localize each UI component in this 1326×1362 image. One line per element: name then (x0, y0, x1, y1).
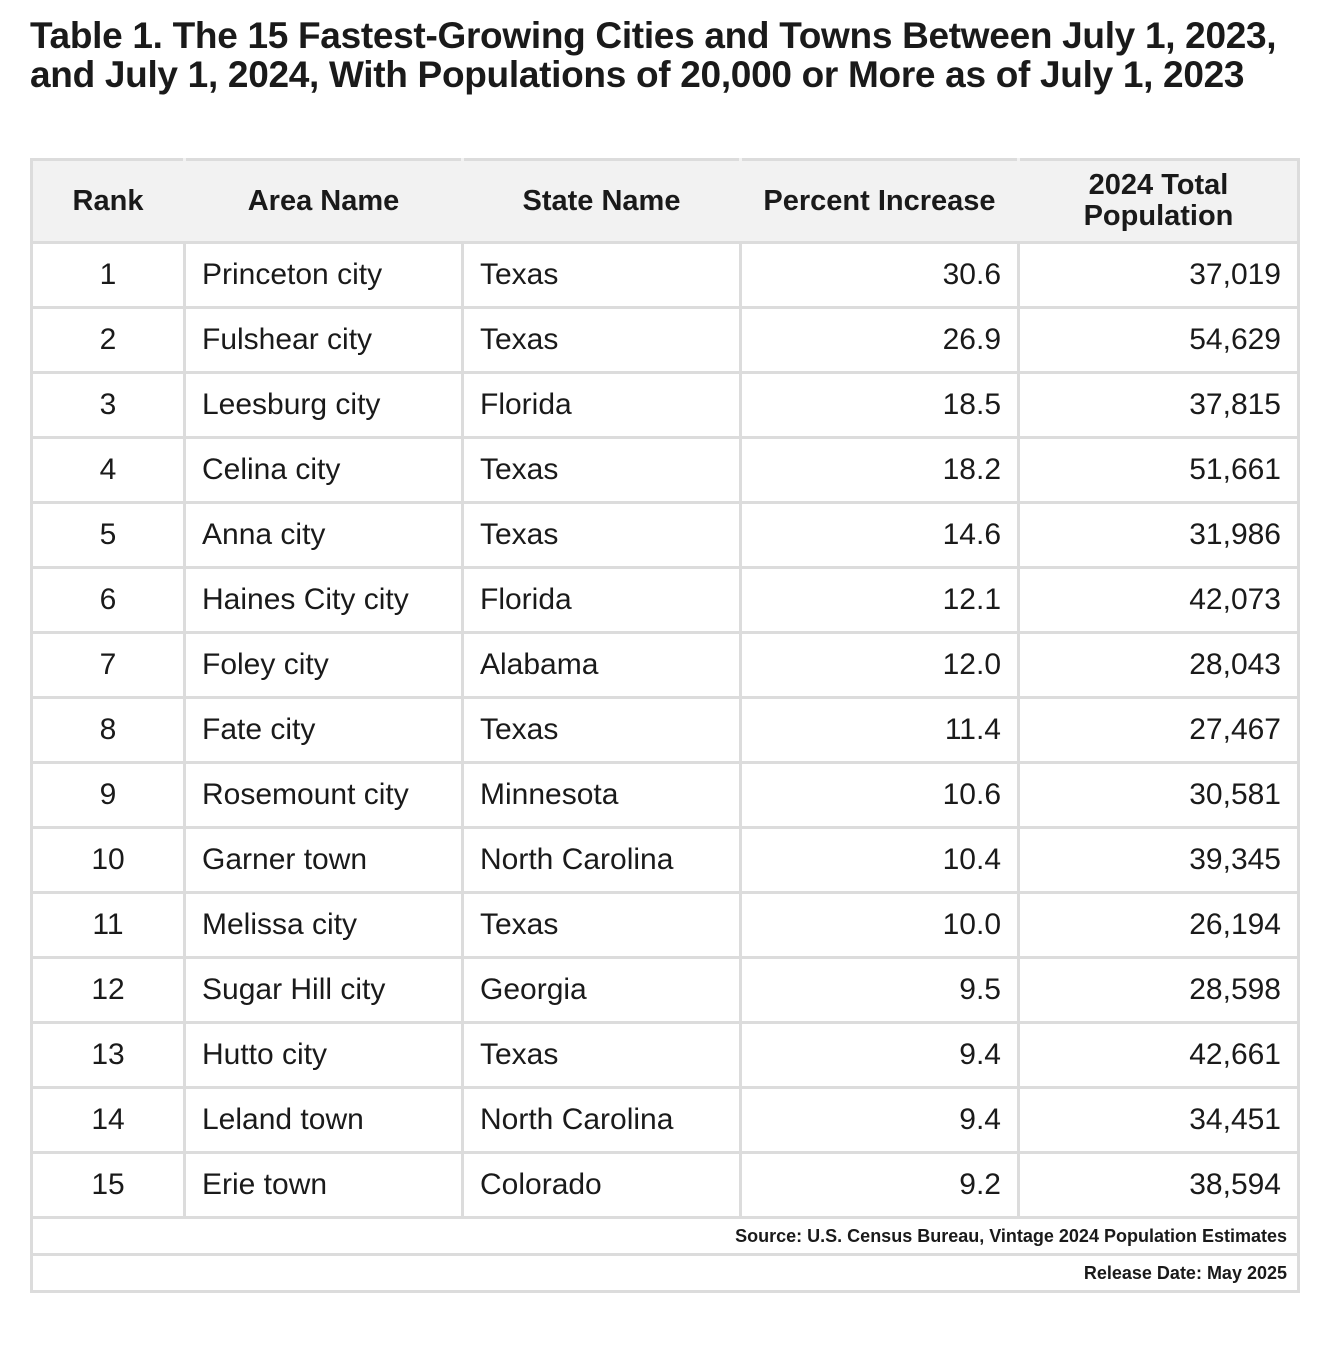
cell-state-name: Texas (463, 243, 741, 308)
cell-total-population: 28,043 (1019, 633, 1299, 698)
cell-state-name: Texas (463, 698, 741, 763)
cell-rank: 10 (32, 828, 185, 893)
column-header-percent-increase: Percent Increase (741, 160, 1019, 243)
cell-total-population: 54,629 (1019, 308, 1299, 373)
cell-area-name: Fate city (185, 698, 463, 763)
cell-percent-increase: 12.0 (741, 633, 1019, 698)
table-row (32, 828, 1299, 893)
column-header-total-population-line1: 2024 Total (1088, 169, 1229, 201)
column-header-total-population-line2: Population (1083, 200, 1234, 232)
table-row (32, 763, 1299, 828)
cell-area-name: Leesburg city (185, 373, 463, 438)
cell-total-population: 51,661 (1019, 438, 1299, 503)
table-title: Table 1. The 15 Fastest-Growing Cities and Towns Between July 1, 2023, and July 1, 2024, With Populations of 20,000 or More as of July 1, 2023 (30, 15, 1277, 95)
cell-rank: 5 (32, 503, 185, 568)
cell-state-name: North Carolina (463, 1088, 741, 1153)
table-row (32, 373, 1299, 438)
cell-percent-increase: 30.6 (741, 243, 1019, 308)
cell-state-name: North Carolina (463, 828, 741, 893)
table-row (32, 438, 1299, 503)
cell-area-name: Celina city (185, 438, 463, 503)
cell-area-name: Anna city (185, 503, 463, 568)
cell-total-population: 42,073 (1019, 568, 1299, 633)
table-row (32, 503, 1299, 568)
cell-area-name: Melissa city (185, 893, 463, 958)
table-row (32, 1153, 1299, 1218)
cell-state-name: Texas (463, 503, 741, 568)
column-header-rank: Rank (32, 160, 185, 243)
cities-growth-table (30, 158, 1300, 1293)
cell-total-population: 28,598 (1019, 958, 1299, 1023)
cell-rank: 14 (32, 1088, 185, 1153)
cell-area-name: Haines City city (185, 568, 463, 633)
cell-area-name: Sugar Hill city (185, 958, 463, 1023)
column-header-area-name: Area Name (185, 160, 463, 243)
cell-rank: 13 (32, 1023, 185, 1088)
cell-state-name: Texas (463, 438, 741, 503)
source-row (32, 1218, 1299, 1255)
cell-rank: 1 (32, 243, 185, 308)
table-row (32, 633, 1299, 698)
cell-total-population: 30,581 (1019, 763, 1299, 828)
cell-rank: 7 (32, 633, 185, 698)
cell-rank: 11 (32, 893, 185, 958)
cell-total-population: 38,594 (1019, 1153, 1299, 1218)
cell-rank: 6 (32, 568, 185, 633)
cell-rank: 4 (32, 438, 185, 503)
cell-area-name: Erie town (185, 1153, 463, 1218)
cell-total-population: 31,986 (1019, 503, 1299, 568)
cell-total-population: 39,345 (1019, 828, 1299, 893)
cell-percent-increase: 18.2 (741, 438, 1019, 503)
cell-percent-increase: 11.4 (741, 698, 1019, 763)
cell-total-population: 42,661 (1019, 1023, 1299, 1088)
table-row (32, 1023, 1299, 1088)
table-row (32, 1088, 1299, 1153)
column-header-state-name: State Name (463, 160, 741, 243)
cell-total-population: 27,467 (1019, 698, 1299, 763)
cell-percent-increase: 14.6 (741, 503, 1019, 568)
cell-total-population: 37,019 (1019, 243, 1299, 308)
cell-state-name: Georgia (463, 958, 741, 1023)
cell-rank: 3 (32, 373, 185, 438)
table-row (32, 308, 1299, 373)
cell-percent-increase: 9.5 (741, 958, 1019, 1023)
cell-percent-increase: 9.4 (741, 1088, 1019, 1153)
cell-percent-increase: 10.0 (741, 893, 1019, 958)
cell-state-name: Colorado (463, 1153, 741, 1218)
table-row (32, 698, 1299, 763)
cell-percent-increase: 10.6 (741, 763, 1019, 828)
cell-state-name: Texas (463, 308, 741, 373)
cell-rank: 12 (32, 958, 185, 1023)
table-row (32, 958, 1299, 1023)
cell-rank: 9 (32, 763, 185, 828)
cell-area-name: Princeton city (185, 243, 463, 308)
cell-rank: 2 (32, 308, 185, 373)
cell-total-population: 34,451 (1019, 1088, 1299, 1153)
release-row (32, 1255, 1299, 1292)
cell-rank: 8 (32, 698, 185, 763)
table-body (32, 243, 1299, 1218)
cell-state-name: Florida (463, 373, 741, 438)
cell-state-name: Texas (463, 1023, 741, 1088)
table-row (32, 243, 1299, 308)
column-header-total-population (1019, 160, 1299, 243)
cell-percent-increase: 10.4 (741, 828, 1019, 893)
cell-state-name: Texas (463, 893, 741, 958)
cell-percent-increase: 12.1 (741, 568, 1019, 633)
release-date-note: Release Date: May 2025 (32, 1255, 1299, 1292)
cell-state-name: Minnesota (463, 763, 741, 828)
cell-area-name: Fulshear city (185, 308, 463, 373)
cell-area-name: Leland town (185, 1088, 463, 1153)
cell-state-name: Alabama (463, 633, 741, 698)
table-row (32, 568, 1299, 633)
cell-area-name: Garner town (185, 828, 463, 893)
cell-area-name: Rosemount city (185, 763, 463, 828)
cell-area-name: Hutto city (185, 1023, 463, 1088)
cell-total-population: 26,194 (1019, 893, 1299, 958)
cell-total-population: 37,815 (1019, 373, 1299, 438)
table-header-row (32, 160, 1299, 243)
cell-state-name: Florida (463, 568, 741, 633)
table-row (32, 893, 1299, 958)
cell-percent-increase: 18.5 (741, 373, 1019, 438)
cell-percent-increase: 26.9 (741, 308, 1019, 373)
cell-area-name: Foley city (185, 633, 463, 698)
cell-percent-increase: 9.4 (741, 1023, 1019, 1088)
cell-rank: 15 (32, 1153, 185, 1218)
cell-percent-increase: 9.2 (741, 1153, 1019, 1218)
source-note: Source: U.S. Census Bureau, Vintage 2024 Population Estimates (32, 1218, 1299, 1255)
